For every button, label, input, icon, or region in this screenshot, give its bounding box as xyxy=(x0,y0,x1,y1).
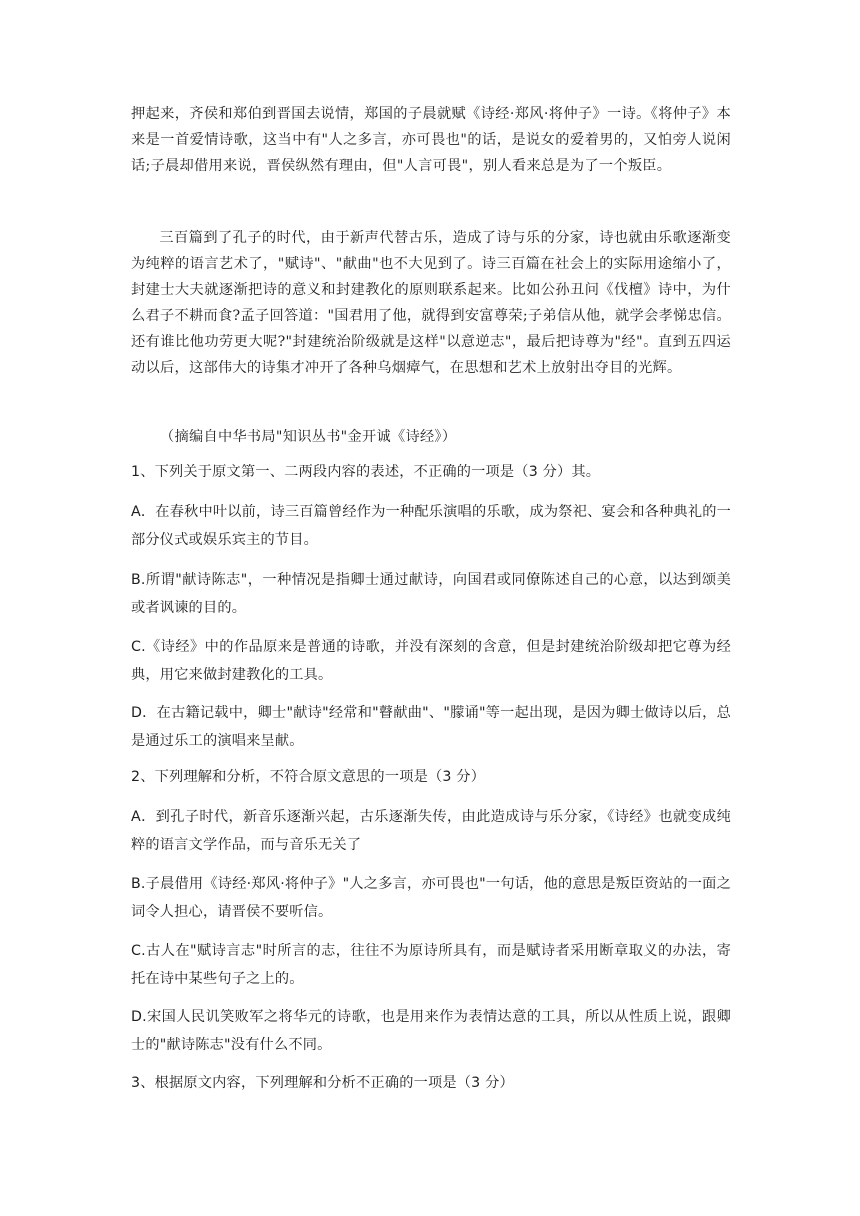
question-1-stem: 1、下列关于原文第一、二两段内容的表述，不正确的一项是（3 分）其。 xyxy=(131,464,601,480)
question-2-stem: 2、下列理解和分析，不符合原文意思的一项是（3 分） xyxy=(131,769,486,785)
question-2-option-c: C.古人在"赋诗言志"时所言的志，往往不为原诗所具有，而是赋诗者采用断章取义的办法，寄托在诗中某些句子之上的。 xyxy=(131,943,731,987)
question-1-option-a: A．在春秋中叶以前，诗三百篇曾经作为一种配乐演唱的乐歌，成为祭祀、宴会和各种典礼的一部分仪式或娱乐宾主的节目。 xyxy=(131,504,731,548)
question-2-option-a: A．到孔子时代，新音乐逐渐兴起，古乐逐渐失传，由此造成诗与乐分家，《诗经》也就变成纯粹的语言文学作品，而与音乐无关了 xyxy=(131,809,731,853)
question-1-option-b: B.所谓"献诗陈志"，一种情况是指卿士通过献诗，向国君或同僚陈述自己的心意，以达到颂美或者讽谏的目的。 xyxy=(131,572,731,616)
question-1-option-d: D．在古籍记载中，卿士"献诗"经常和"瞽献曲"、"朦诵"等一起出现，是因为卿士做诗以后，总是通过乐工的演唱来呈献。 xyxy=(131,705,731,749)
question-2-option-b: B.子晨借用《诗经·郑风·将仲子》"人之多言，亦可畏也"一句话，他的意思是叛臣资站的一面之词令人担心，请晋侯不要听信。 xyxy=(131,876,731,920)
passage-paragraph-1: 押起来，齐侯和郑伯到晋国去说情，郑国的子晨就赋《诗经·郑风·将仲子》一诗。《将仲子》本来是一首爱情诗歌，这当中有"人之多言，亦可畏也"的话，是说女的爱着男的，又怕旁人说闲话;子晨却借用来说，晋侯纵然有理由，但"人言可畏"，别人看来总是为了一个叛臣。 xyxy=(131,106,731,174)
question-1-option-c: C.《诗经》中的作品原来是普通的诗歌，并没有深刻的含意，但是封建统治阶级却把它尊为经典，用它来做封建教化的工具。 xyxy=(131,639,731,683)
question-2-option-d: D.宋国人民讥笑败军之将华元的诗歌，也是用来作为表情达意的工具，所以从性质上说，跟卿士的"献诗陈志"没有什么不同。 xyxy=(131,1009,731,1053)
question-3-stem: 3、根据原文内容，下列理解和分析不正确的一项是（3 分） xyxy=(131,1075,514,1091)
passage-paragraph-2: 三百篇到了孔子的时代，由于新声代替古乐，造成了诗与乐的分家，诗也就由乐歌逐渐变为纯粹的语言艺术了，"赋诗"、"献曲"也不大见到了。诗三百篇在社会上的实际用途缩小了，封建士大夫就逐渐把诗的意义和封建教化的原则联系起来。比如公孙丑问《伐檀》诗中，为什么君子不耕而食?孟子回答道："国君用了他，就得到安富尊荣;子弟信从他，就学会孝悌忠信。还有谁比他功劳更大呢?"封建统治阶级就是这样"以意逆志"，最后把诗尊为"经"。直到五四运动以后，这部伟大的诗集才冲开了各种乌烟瘴气，在思想和艺术上放射出夺目的光辉。 xyxy=(131,230,731,376)
passage-source: （摘编自中华书局"知识丛书"金开诚《诗经》） xyxy=(160,429,457,445)
